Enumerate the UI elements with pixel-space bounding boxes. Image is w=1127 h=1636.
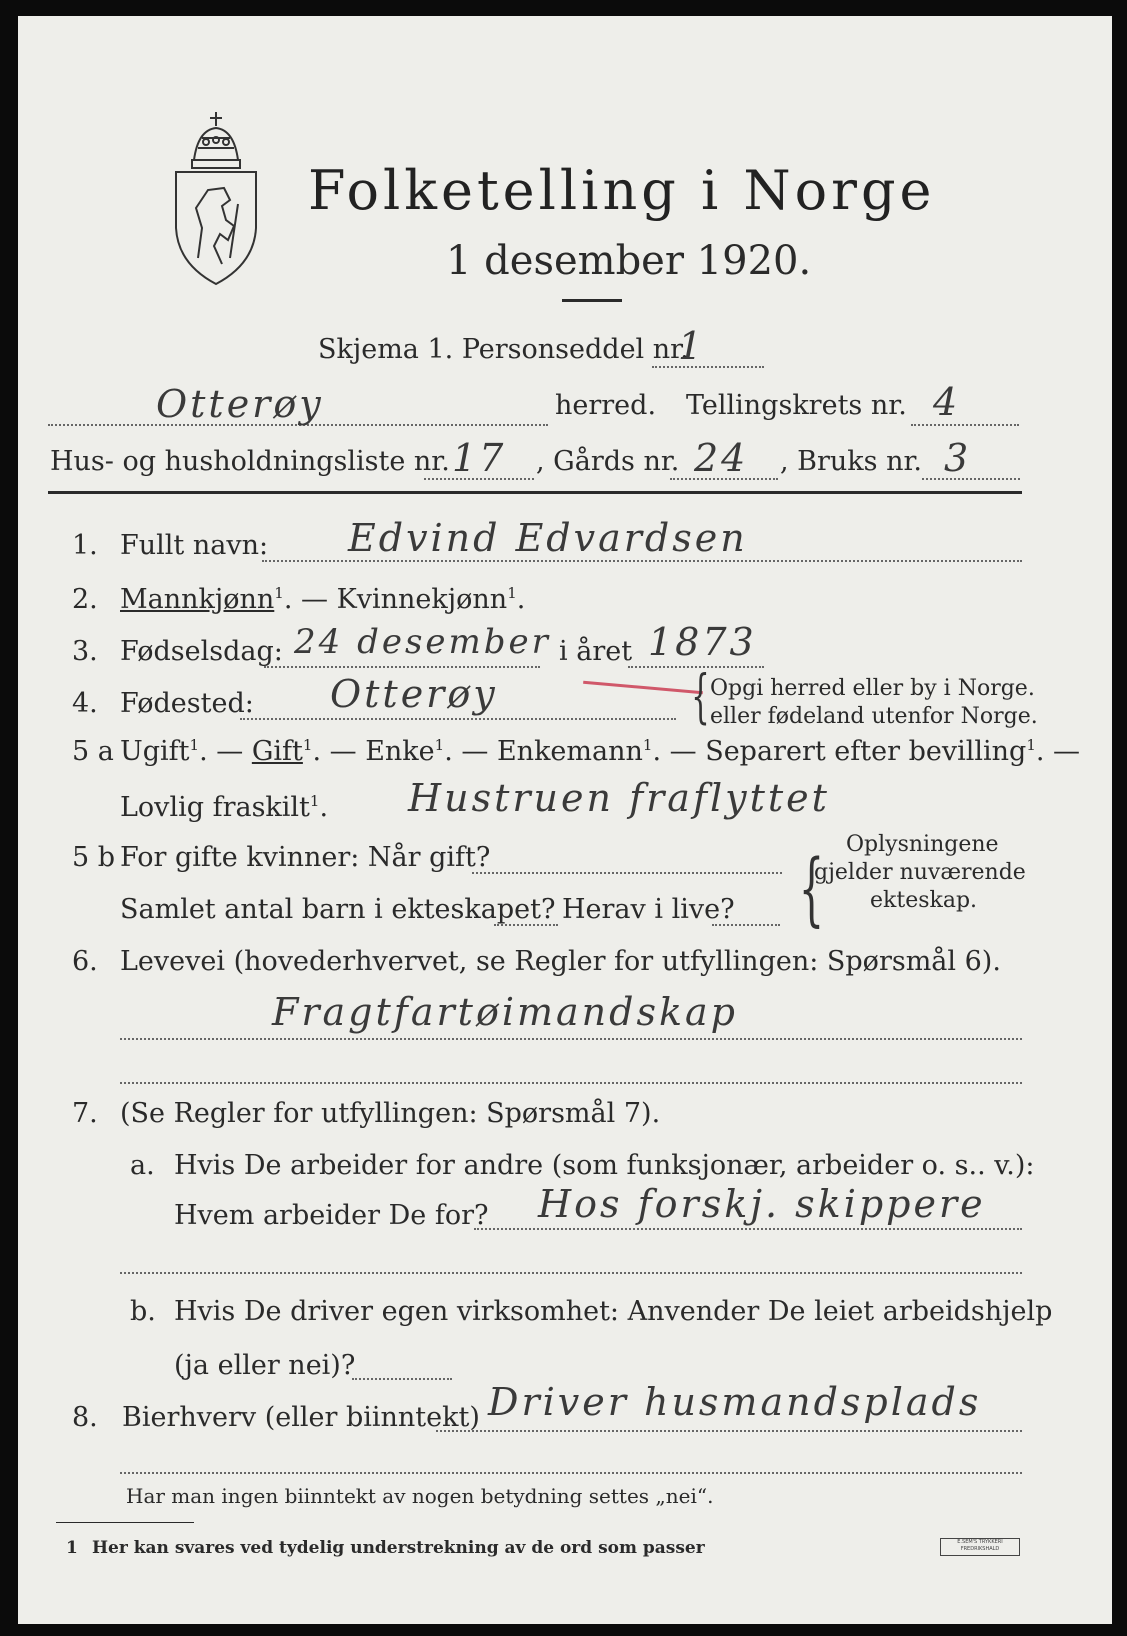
q5b-number: 5 b — [72, 842, 116, 873]
full-name-field[interactable] — [262, 560, 1022, 562]
option-mannkjonn[interactable]: Mannkjønn — [120, 584, 275, 615]
side-income-field[interactable] — [436, 1430, 1022, 1432]
birth-year-value: 1873 — [648, 620, 757, 664]
marital-note-value: Hustruen fraflyttet — [408, 776, 830, 820]
occupation-value: Fragtfartøimandskap — [272, 990, 738, 1034]
q7-number: 7. — [72, 1098, 98, 1129]
marriage-note-3: ekteskap. — [870, 888, 978, 913]
q7a-question: Hvem arbeider De for? — [174, 1200, 489, 1231]
q7b-number: b. — [130, 1296, 156, 1327]
hus-label: Hus- og husholdningsliste nr. — [50, 446, 450, 477]
employer-value: Hos forskj. skippere — [538, 1182, 986, 1226]
census-date: 1 desember 1920. — [446, 238, 812, 284]
coat-of-arms-icon — [168, 108, 264, 288]
alive-label: Herav i live? — [562, 894, 735, 925]
marriage-note-1: Oplysningene — [846, 832, 999, 857]
q7a-text: Hvis De arbeider for andre (som funksjonær, arbeider o. s.. v.): — [174, 1150, 1035, 1181]
hired-help-field[interactable] — [352, 1378, 452, 1380]
birthplace-field[interactable] — [240, 718, 676, 720]
q3-number: 3. — [72, 636, 98, 667]
title-divider — [562, 299, 622, 302]
option-lovlig-fraskilt[interactable]: Lovlig fraskilt$^1$. — [120, 792, 329, 823]
q7b-text: Hvis De driver egen virksomhet: Anvender De leiet arbeidshjelp — [174, 1296, 1053, 1327]
tellingskrets-field[interactable] — [911, 424, 1019, 426]
option-separert[interactable]: Separert efter bevilling — [705, 736, 1027, 767]
full-name-value: Edvind Edvardsen — [348, 516, 748, 560]
schema-label: Skjema 1. Personseddel nr. — [318, 334, 689, 365]
q7a-number: a. — [130, 1150, 155, 1181]
birthplace-note-2: eller fødeland utenfor Norge. — [710, 704, 1038, 729]
marital-options: Ugift$^1$. — Gift$^1$. — Enke$^1$. — Enkemann$^1$. — Separert efter bevilling$^1$. — — [120, 736, 1081, 767]
aret-label: i året — [559, 636, 633, 667]
footnote-rule — [56, 1522, 194, 1523]
herred-value: Otterøy — [156, 382, 324, 426]
brace-icon: { — [691, 662, 710, 730]
tellingskrets-label: Tellingskrets nr. — [686, 390, 907, 421]
q6-number: 6. — [72, 946, 98, 977]
side-income-value: Driver husmandsplads — [488, 1380, 982, 1424]
q5a-number: 5 a — [72, 736, 114, 767]
gards-label: , Gårds nr. — [536, 446, 680, 477]
footnote-text: Her kan svares ved tydelig understrekning av de ord som passer — [92, 1538, 705, 1558]
when-married-field[interactable] — [472, 872, 782, 874]
bruks-value: 3 — [944, 436, 972, 480]
birthplace-value: Otterøy — [330, 672, 498, 716]
printer-stamp: E.SEM'S TRYKKERI FREDRIKSHALD — [940, 1538, 1020, 1556]
occupation-field[interactable] — [120, 1038, 1022, 1040]
q2-number: 2. — [72, 584, 98, 615]
children-field[interactable] — [494, 924, 558, 926]
q1-number: 1. — [72, 530, 98, 561]
birthday-field[interactable] — [264, 666, 540, 668]
header-rule — [48, 491, 1022, 494]
occupation-field-2[interactable] — [120, 1082, 1022, 1084]
footnote-number: 1 — [66, 1538, 78, 1558]
red-pen-mark — [583, 681, 703, 694]
census-form — [18, 16, 1112, 1624]
q1-label: Fullt navn: — [120, 530, 269, 561]
hus-value: 17 — [452, 436, 507, 480]
option-kvinnekjonn[interactable]: Kvinnekjønn — [336, 584, 508, 615]
bruks-label: , Bruks nr. — [780, 446, 923, 477]
q8-number: 8. — [72, 1402, 98, 1433]
q7b-question: (ja eller nei)? — [174, 1350, 356, 1381]
q5b-label: For gifte kvinner: Når gift? — [120, 842, 491, 873]
footer-note: Har man ingen biinntekt av nogen betydning settes „nei“. — [126, 1484, 714, 1508]
herred-label: herred. — [555, 390, 657, 421]
side-income-field-2[interactable] — [120, 1472, 1022, 1474]
personseddel-value: 1 — [678, 324, 706, 368]
form-title: Folketelling i Norge — [308, 159, 936, 222]
birthday-value: 24 desember — [294, 622, 551, 662]
option-enke[interactable]: Enke — [365, 736, 435, 767]
option-ugift[interactable]: Ugift — [120, 736, 190, 767]
q4-label: Fødested: — [120, 688, 254, 719]
gender-options: Mannkjønn$^1$. — Kvinnekjønn$^1$. — [120, 584, 526, 615]
q8-label: Bierhverv (eller biinntekt) — [122, 1402, 480, 1433]
marriage-note-2: gjelder nuværende — [814, 860, 1026, 885]
employer-field[interactable] — [474, 1228, 1022, 1230]
birthplace-note-1: Opgi herred eller by i Norge. — [710, 676, 1035, 701]
q7-label: (Se Regler for utfyllingen: Spørsmål 7). — [120, 1098, 661, 1129]
q6-label: Levevei (hovederhvervet, se Regler for utfyllingen: Spørsmål 6). — [120, 946, 1001, 977]
option-enkemann[interactable]: Enkemann — [496, 736, 643, 767]
alive-field[interactable] — [712, 924, 780, 926]
option-gift[interactable]: Gift — [251, 736, 303, 767]
tellingskrets-value: 4 — [933, 380, 961, 424]
q4-number: 4. — [72, 688, 98, 719]
brace-icon: { — [798, 842, 825, 935]
personseddel-field[interactable] — [652, 366, 764, 368]
gards-value: 24 — [694, 436, 749, 480]
q3-label: Fødselsdag: — [120, 636, 283, 667]
employer-field-2[interactable] — [120, 1272, 1022, 1274]
children-label: Samlet antal barn i ekteskapet? — [120, 894, 556, 925]
